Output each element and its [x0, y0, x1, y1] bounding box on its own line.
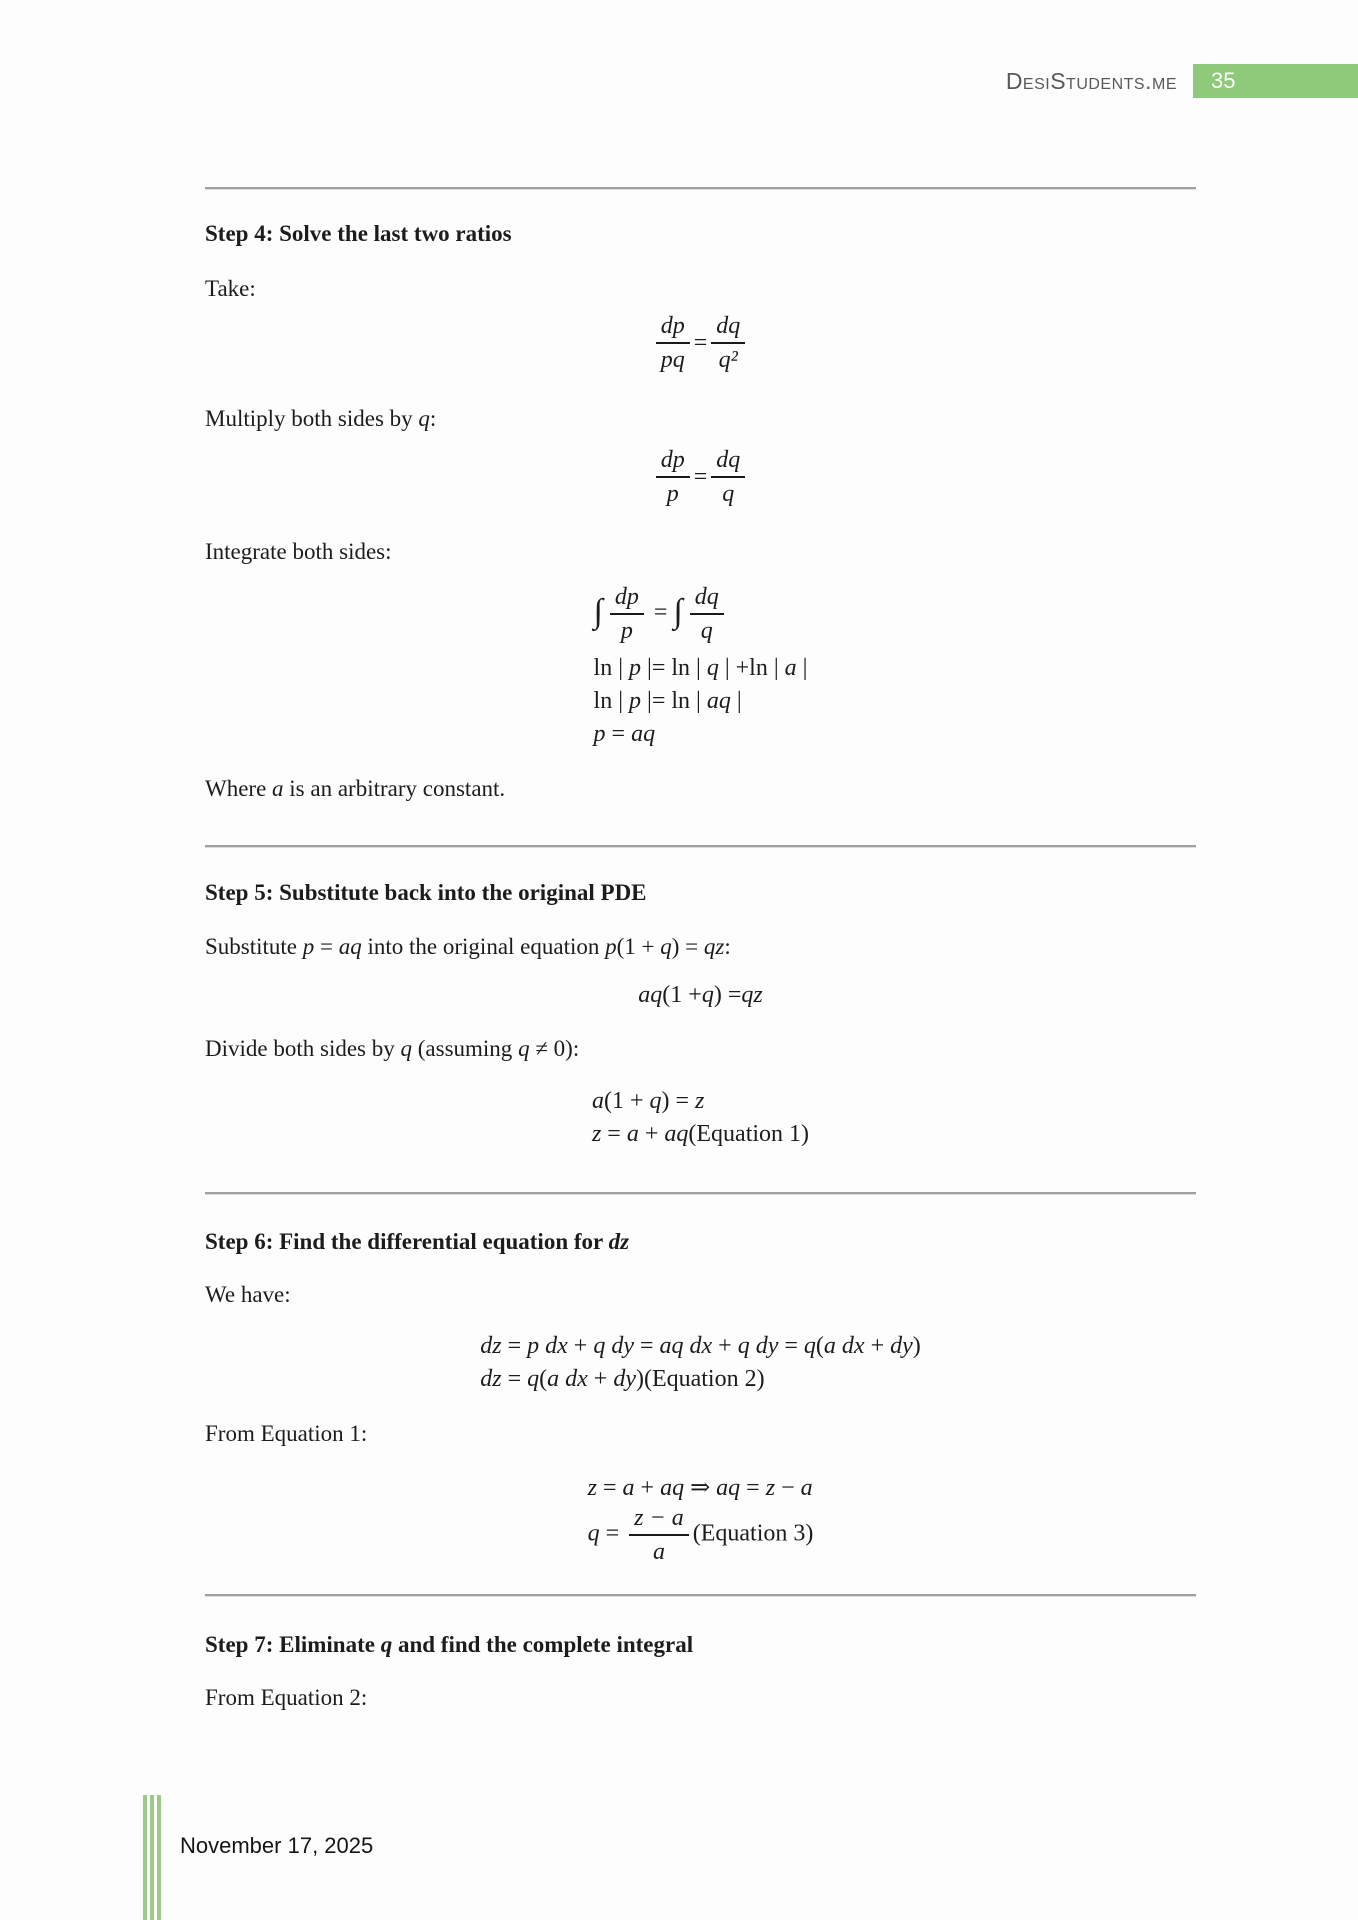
footer-stripes-decoration [143, 1795, 164, 1920]
heading-step6: Step 6: Find the differential equation for dz [205, 1229, 630, 1254]
page-number: 35 [1211, 68, 1236, 93]
stripe-bar [150, 1795, 154, 1920]
paragraph-from-equation-1: From Equation 1: [205, 1421, 368, 1446]
paragraph-we-have: We have: [205, 1282, 291, 1307]
section-divider [205, 845, 1196, 848]
page-header [0, 64, 1358, 98]
footer-date: November 17, 2025 [180, 1833, 374, 1858]
equation-q-block [205, 1472, 1196, 1565]
stripe-bar [143, 1795, 147, 1920]
paragraph-from-equation-2: From Equation 2: [205, 1685, 368, 1710]
heading-step5: Step 5: Substitute back into the original PDE [205, 880, 647, 905]
equation-simplified: $\frac{dp}{p}$ = $\frac{dq}{q}$ [205, 447, 1196, 507]
equation-line: p = aq [593, 721, 656, 747]
site-name: DesiStudents.me [1005, 67, 1177, 94]
heading-step7: Step 7: Eliminate q and find the complete integral [205, 1632, 694, 1657]
stripe-bar [157, 1795, 161, 1920]
equation-integral-block [205, 584, 1196, 751]
paragraph-multiply: Multiply both sides by q: [205, 406, 437, 431]
heading-step4: Step 4: Solve the last two ratios [205, 221, 512, 246]
equation-line: z = a + aq(Equation 1) [591, 1121, 810, 1147]
section-divider [205, 1594, 1196, 1597]
equation-line: dz = q(a dx + dy)(Equation 2) [480, 1366, 765, 1392]
page-number-badge [1193, 64, 1358, 98]
equation-line: dz = p dx + q dy = aq dx + q dy = q(a dx + dy) [480, 1333, 921, 1359]
paragraph-where: Where a is an arbitrary constant. [205, 776, 506, 801]
equation-line: q = $\frac{z - a}{a}$ (Equation 3) [587, 1505, 814, 1565]
equation-line: ln | p |= ln | q | +ln | a | [593, 655, 808, 681]
equation-result-block [205, 1085, 1196, 1151]
equation-line: z = a + aq ⇒ aq = z − a [587, 1475, 813, 1501]
section-divider [205, 187, 1196, 190]
section-divider [205, 1192, 1196, 1195]
equation-ratio: $\frac{dp}{pq}$ = $\frac{dq}{\text{q²}}$ [205, 313, 1196, 373]
paragraph-integrate: Integrate both sides: [205, 539, 392, 564]
paragraph-divide: Divide both sides by q (assuming q ≠ 0): [205, 1036, 580, 1061]
paragraph-substitute: Substitute p = aq into the original equation p(1 + q) = qz: [205, 934, 731, 959]
equation-line: a(1 + q) = z [591, 1088, 705, 1114]
equation-substituted: aq (1 + q ) = qz [638, 982, 763, 1008]
equation-line: ∫ $\frac{dp}{p}$ = ∫ $\frac{dq}{q}$ [594, 584, 808, 644]
paragraph-take: Take: [205, 276, 256, 301]
equation-dz-block [205, 1330, 1196, 1396]
content-column [205, 187, 1196, 1713]
equation-line: ln | p |= ln | aq | [593, 688, 742, 714]
